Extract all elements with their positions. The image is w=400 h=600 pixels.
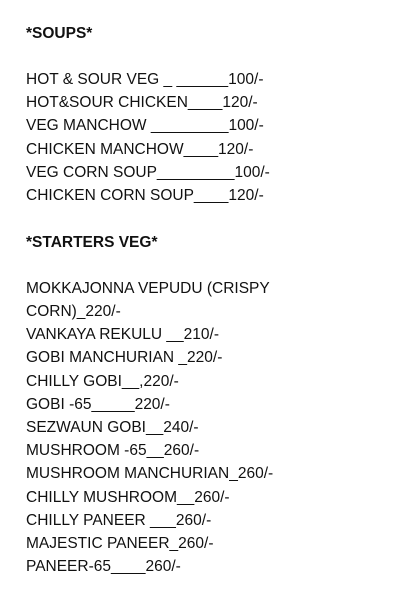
soups-list <box>26 68 390 207</box>
menu-item: CHICKEN MANCHOW____120/- <box>26 140 254 158</box>
menu-document <box>26 22 390 578</box>
spacer <box>26 45 390 68</box>
spacer <box>26 254 390 277</box>
menu-item: CHILLY PANEER ___260/- <box>26 511 212 529</box>
menu-item: CHILLY GOBI__,220/- <box>26 372 179 390</box>
menu-item: MUSHROOM -65__260/- <box>26 442 200 460</box>
menu-item: CHILLY MUSHROOM__260/- <box>26 488 230 506</box>
soups-heading: *SOUPS* <box>26 25 93 42</box>
menu-item: MUSHROOM MANCHURIAN_260/- <box>26 465 274 483</box>
menu-item: VEG MANCHOW _________100/- <box>26 117 264 135</box>
menu-item: MAJESTIC PANEER_260/- <box>26 534 214 552</box>
menu-item: SEZWAUN GOBI__240/- <box>26 418 199 436</box>
menu-item: HOT&SOUR CHICKEN____120/- <box>26 94 258 112</box>
spacer <box>26 207 390 231</box>
starters-veg-list <box>26 277 390 579</box>
menu-item: VEG CORN SOUP_________100/- <box>26 163 270 181</box>
menu-item: PANEER-65____260/- <box>26 558 181 576</box>
menu-item: MOKKAJONNA VEPUDU (CRISPY <box>26 279 270 297</box>
menu-item: CORN)_220/- <box>26 302 121 320</box>
menu-item: GOBI MANCHURIAN _220/- <box>26 349 223 367</box>
menu-item: GOBI -65_____220/- <box>26 395 170 413</box>
menu-item: CHICKEN CORN SOUP____120/- <box>26 187 264 205</box>
menu-item: VANKAYA REKULU __210/- <box>26 326 219 344</box>
menu-item: HOT & SOUR VEG _ ______100/- <box>26 71 264 88</box>
starters-veg-heading: *STARTERS VEG* <box>26 233 158 251</box>
